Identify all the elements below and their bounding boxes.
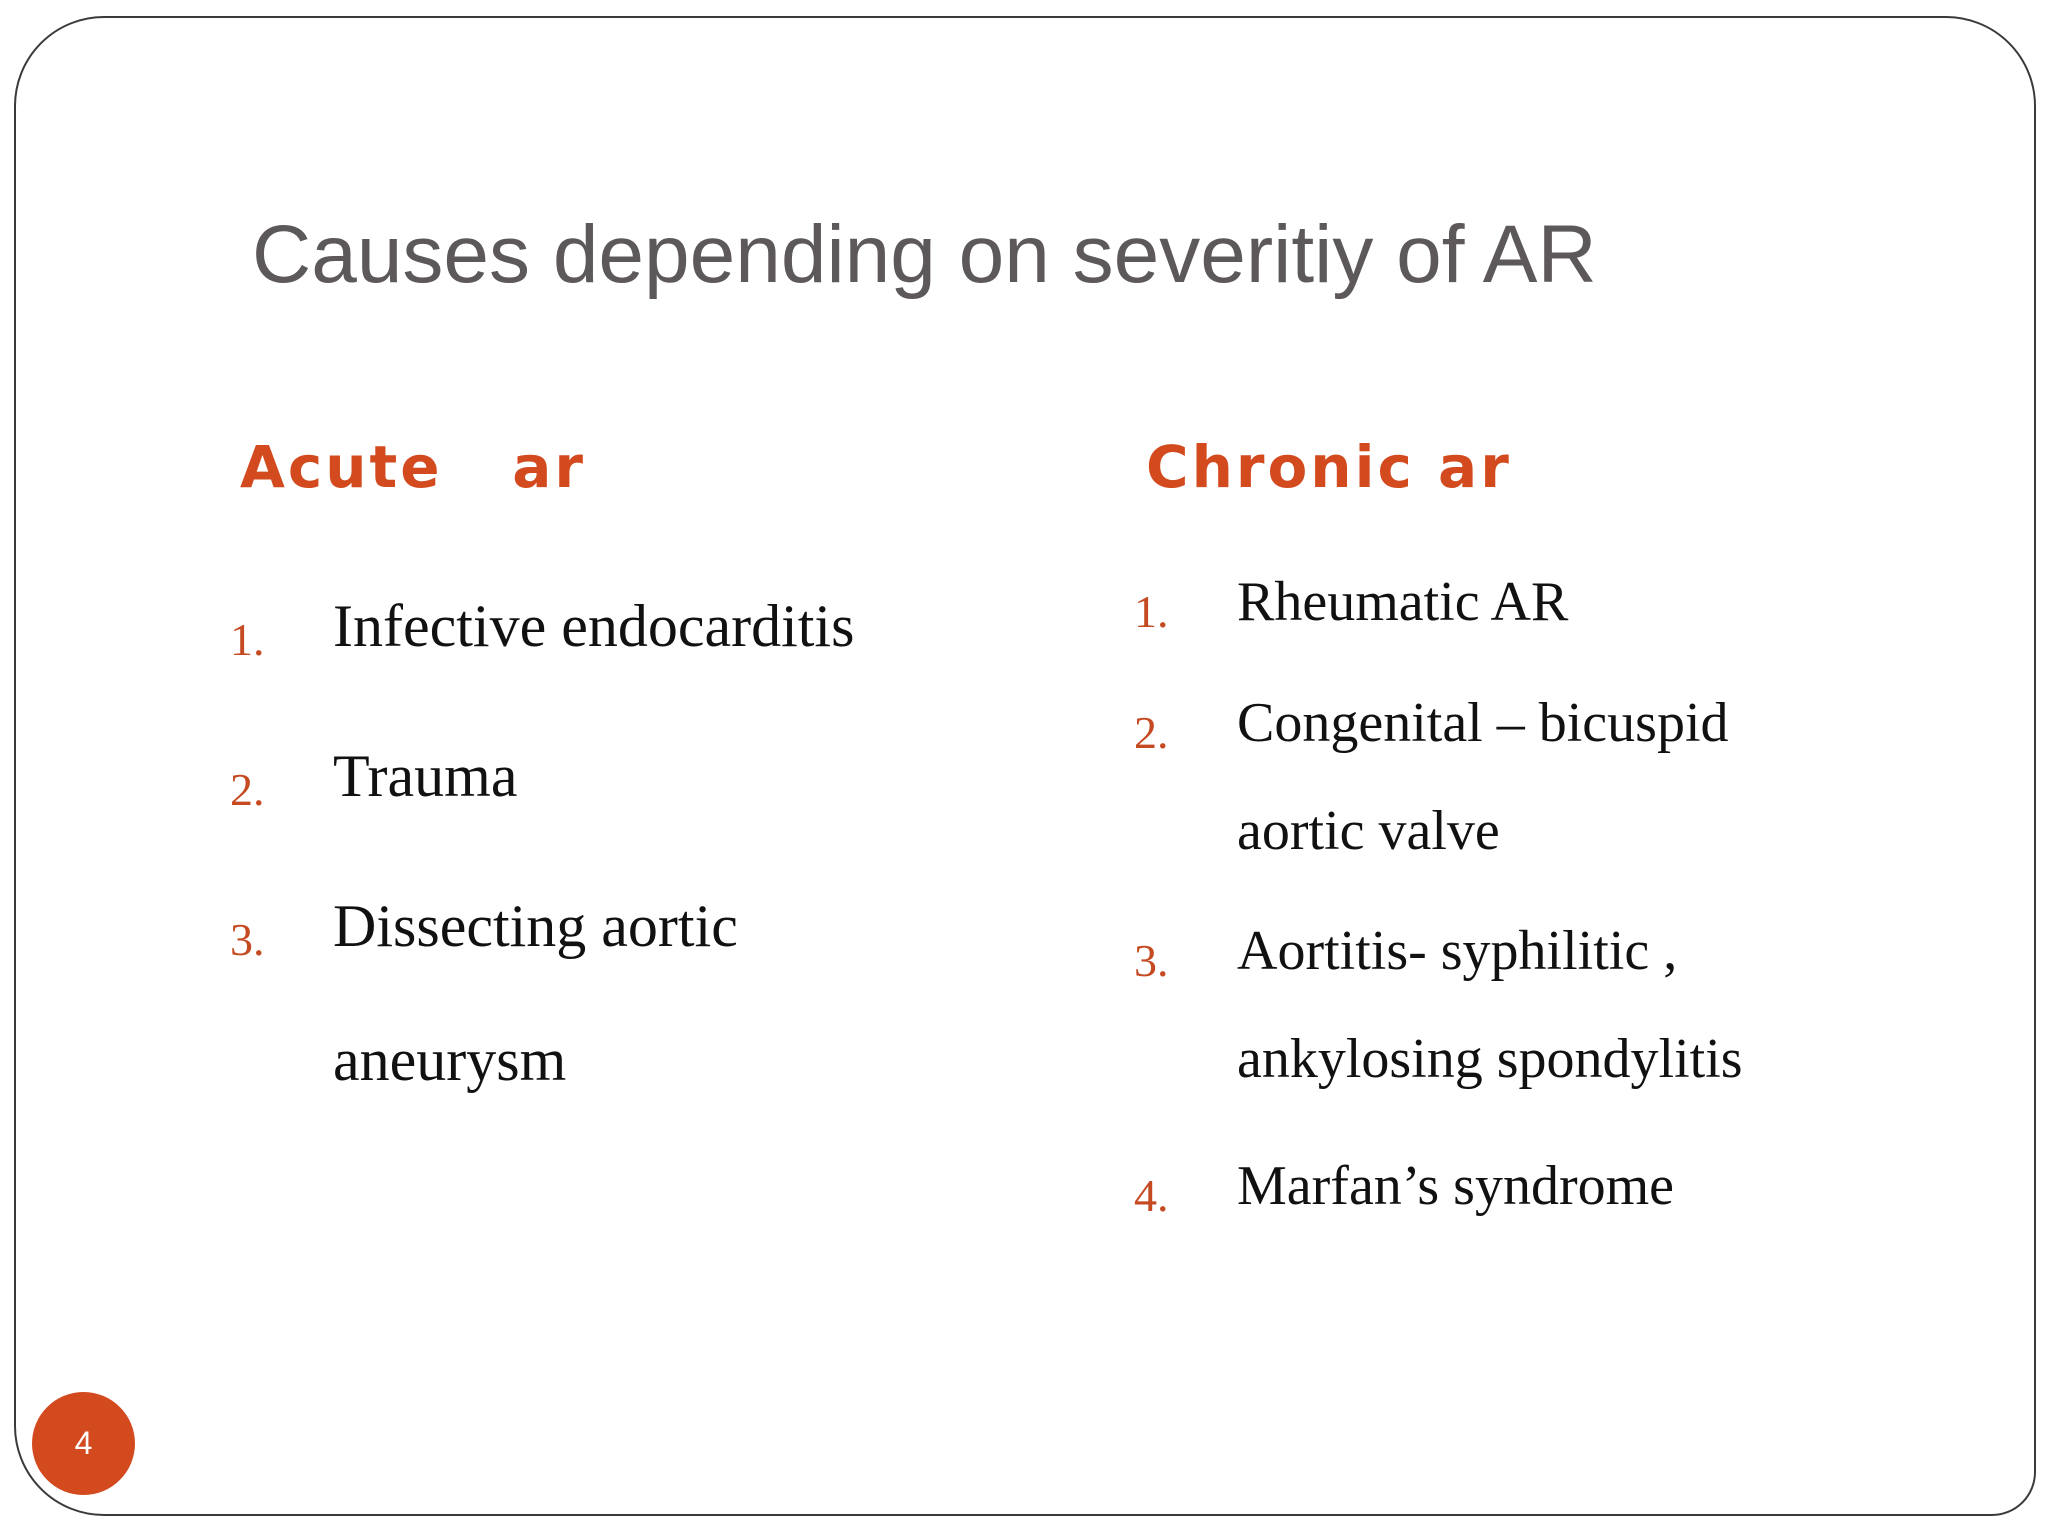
list-line: Congenital – bicuspid [1237,692,1729,754]
list-number: 3. [230,914,265,965]
slide-title: Causes depending on severitiy of AR [252,209,1597,300]
list-line: Dissecting aortic [333,893,738,959]
list-line: Marfan’s syndrome [1237,1155,1675,1217]
list-line: Aortitis- syphilitic , [1237,920,1678,982]
list-number: 3. [1134,935,1169,986]
chronic-ar-heading: Chronic ar [1146,433,1512,501]
list-line: Rheumatic AR [1237,571,1569,633]
list-number: 1. [230,614,265,665]
list-text [1237,669,1729,885]
list-text [1237,897,1743,1113]
list-text [1237,571,1569,633]
list-number: 1. [1134,586,1169,637]
list-text [333,593,855,659]
list-line: Infective endocarditis [333,593,855,659]
list-number: 2. [230,764,265,815]
list-line: Trauma [333,743,518,809]
slide-number-badge: 4 [32,1392,135,1495]
list-text [333,743,518,809]
acute-ar-heading: Acute ar [240,433,586,501]
list-number: 4. [1134,1170,1169,1221]
list-line: ankylosing spondylitis [1237,1028,1743,1090]
list-line: aortic valve [1237,800,1500,862]
list-text [333,859,738,1127]
list-text [1237,1155,1675,1217]
list-line: aneurysm [333,1027,567,1093]
list-number: 2. [1134,707,1169,758]
slide-frame [14,16,2036,1516]
